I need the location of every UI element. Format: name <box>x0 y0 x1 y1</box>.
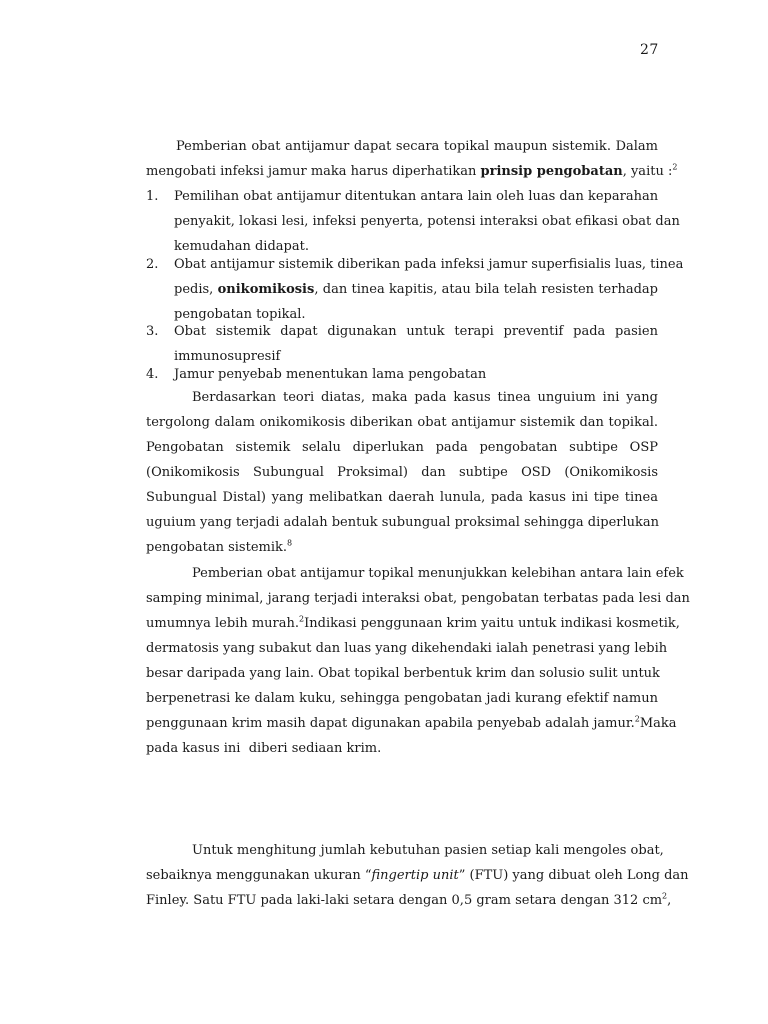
paragraph-line <box>146 535 658 560</box>
paragraph-line: Pengobatan sistemik selalu diperlukan pada pengobatan subtipe OSP <box>146 440 658 455</box>
list-text: , dan tinea kapitis, atau bila telah resisten terhadap <box>314 282 658 297</box>
paragraph-line <box>146 711 677 736</box>
paragraph-line <box>146 611 680 636</box>
intro-text: mengobati infeksi jamur maka harus diperhatikan <box>146 164 481 179</box>
list-line <box>174 277 658 302</box>
list-text: pedis, <box>174 282 218 297</box>
paragraph-line: samping minimal, jarang terjadi interaksi obat, pengobatan terbatas pada lesi dan <box>146 591 690 606</box>
list-line: immunosupresif <box>174 349 281 364</box>
paragraph-text: , <box>667 893 672 908</box>
citation-superscript: 2 <box>634 714 640 724</box>
paragraph-topical <box>146 561 690 761</box>
bold-term-prinsip-pengobatan: prinsip pengobatan <box>480 164 623 179</box>
paragraph-line <box>146 863 689 888</box>
paragraph-text: Indikasi penggunaan krim yaitu untuk indikasi kosmetik, <box>304 616 680 631</box>
intro-line-2 <box>146 159 678 184</box>
intro-text-end: , yaitu : <box>622 164 673 179</box>
list-line: kemudahan didapat. <box>174 239 309 254</box>
paragraph-text: umumnya lebih murah. <box>146 616 300 631</box>
paragraph-line: Berdasarkan teori diatas, maka pada kasus tinea unguium ini yang <box>192 390 658 405</box>
paragraph-discussion <box>146 385 658 560</box>
intro-line-1: Pemberian obat antijamur dapat secara topikal maupun sistemik. Dalam <box>176 139 658 154</box>
paragraph-line: besar daripada yang lain. Obat topikal berbentuk krim dan solusio sulit untuk <box>146 666 660 681</box>
paragraph-text: ” (FTU) yang dibuat oleh Long dan <box>458 868 689 883</box>
list-number: 3. <box>146 324 159 339</box>
paragraph-text: Maka <box>639 716 677 731</box>
paragraph-line: Subungual Distal) yang melibatkan daerah lunula, pada kasus ini tipe tinea <box>146 490 658 505</box>
paragraph-text: pengobatan sistemik. <box>146 540 288 555</box>
page-number: 27 <box>640 42 659 58</box>
paragraph-line: tergolong dalam onikomikosis diberikan obat antijamur sistemik dan topikal. <box>146 415 658 430</box>
italic-term-fingertip-unit: fingertip unit <box>371 868 459 883</box>
list-line: Jamur penyebab menentukan lama pengobatan <box>174 367 487 382</box>
list-line: pengobatan topikal. <box>174 307 306 322</box>
list-line: Pemilihan obat antijamur ditentukan antara lain oleh luas dan keparahan <box>174 189 659 204</box>
citation-superscript: 2 <box>299 614 305 624</box>
paragraph-ftu <box>146 838 689 913</box>
citation-superscript: 8 <box>287 538 293 548</box>
citation-superscript: 2 <box>672 162 678 172</box>
list-number: 2. <box>146 257 159 272</box>
paragraph-line: Untuk menghitung jumlah kebutuhan pasien setiap kali mengoles obat, <box>192 843 664 858</box>
paragraph-text: Finley. Satu FTU pada laki-laki setara dengan 0,5 gram setara dengan 312 cm <box>146 893 663 908</box>
paragraph-text: penggunaan krim masih dapat digunakan apabila penyebab adalah jamur. <box>146 716 635 731</box>
unit-superscript: 2 <box>662 891 668 901</box>
list-number: 4. <box>146 367 159 382</box>
paragraph-line: pada kasus ini diberi sediaan krim. <box>146 741 382 756</box>
intro-paragraph <box>146 134 678 184</box>
paragraph-line: dermatosis yang subakut dan luas yang dikehendaki ialah penetrasi yang lebih <box>146 641 668 656</box>
paragraph-line: Pemberian obat antijamur topikal menunjukkan kelebihan antara lain efek <box>192 566 684 581</box>
paragraph-line: berpenetrasi ke dalam kuku, sehingga pengobatan jadi kurang efektif namun <box>146 691 658 706</box>
paragraph-line <box>146 888 672 913</box>
list-number: 1. <box>146 189 159 204</box>
bold-term-onikomikosis: onikomikosis <box>217 282 315 297</box>
paragraph-text: sebaiknya menggunakan ukuran “ <box>146 868 372 883</box>
list-line: penyakit, lokasi lesi, infeksi penyerta, potensi interaksi obat efikasi obat dan <box>174 214 680 229</box>
list-line: Obat sistemik dapat digunakan untuk terapi preventif pada pasien <box>174 324 658 339</box>
paragraph-line: (Onikomikosis Subungual Proksimal) dan subtipe OSD (Onikomikosis <box>146 465 658 480</box>
list-line: Obat antijamur sistemik diberikan pada infeksi jamur superfisialis luas, tinea <box>174 257 684 272</box>
paragraph-line: uguium yang terjadi adalah bentuk subungual proksimal sehingga diperlukan <box>146 515 660 530</box>
